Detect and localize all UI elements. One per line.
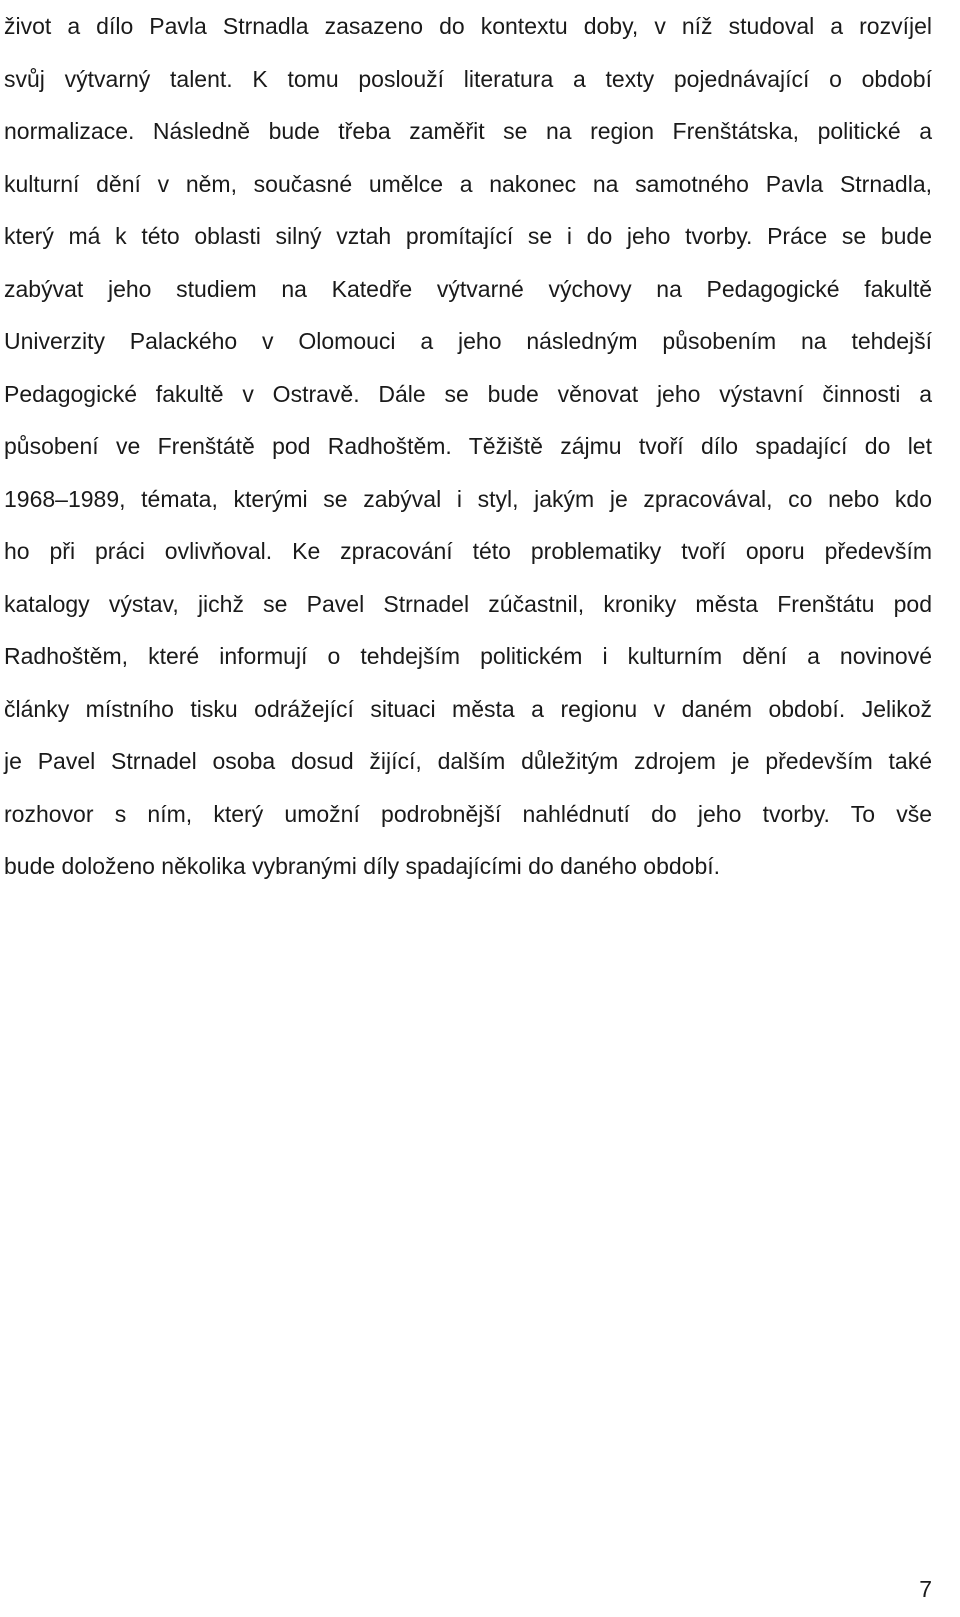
text-line: kulturní dění v něm, současné umělce a nakonec na samotného Pavla Strnadla, [4, 170, 932, 197]
body-paragraph [4, 0, 932, 893]
text-line: Radhoštěm, které informují o tehdejším politickém i kulturním dění a novinové [4, 643, 932, 669]
text-line: působení ve Frenštátě pod Radhoštěm. Těžiště zájmu tvoří dílo spadající do let [4, 433, 932, 459]
text-line: bude doloženo několika vybranými díly spadajícími do daného období. [4, 853, 721, 879]
text-line: který má k této oblasti silný vztah promítající se i do jeho tvorby. Práce se bude [4, 223, 932, 249]
text-line: katalogy výstav, jichž se Pavel Strnadel zúčastnil, kroniky města Frenštátu pod [4, 590, 932, 617]
text-line: život a dílo Pavla Strnadla zasazeno do kontextu doby, v níž studoval a rozvíjel [4, 13, 932, 39]
page-number: 7 [919, 1576, 932, 1602]
text-line: rozhovor s ním, který umožní podrobnější nahlédnutí do jeho tvorby. To vše [4, 800, 932, 827]
text-line: 1968–1989, témata, kterými se zabýval i styl, jakým je zpracovával, co nebo kdo [4, 485, 932, 512]
text-line: je Pavel Strnadel osoba dosud žijící, dalším důležitým zdrojem je především také [4, 748, 932, 774]
text-line: svůj výtvarný talent. K tomu poslouží literatura a texty pojednávající o období [4, 65, 932, 92]
text-line: Univerzity Palackého v Olomouci a jeho následným působením na tehdejší [4, 328, 932, 354]
text-line: ho při práci ovlivňoval. Ke zpracování této problematiky tvoří oporu především [4, 538, 932, 564]
text-line: normalizace. Následně bude třeba zaměřit se na region Frenštátska, politické a [4, 118, 932, 144]
text-line: články místního tisku odrážející situaci města a regionu v daném období. Jelikož [4, 695, 932, 722]
text-line: zabývat jeho studiem na Katedře výtvarné výchovy na Pedagogické fakultě [4, 275, 932, 302]
text-line: Pedagogické fakultě v Ostravě. Dále se bude věnovat jeho výstavní činnosti a [4, 380, 932, 407]
